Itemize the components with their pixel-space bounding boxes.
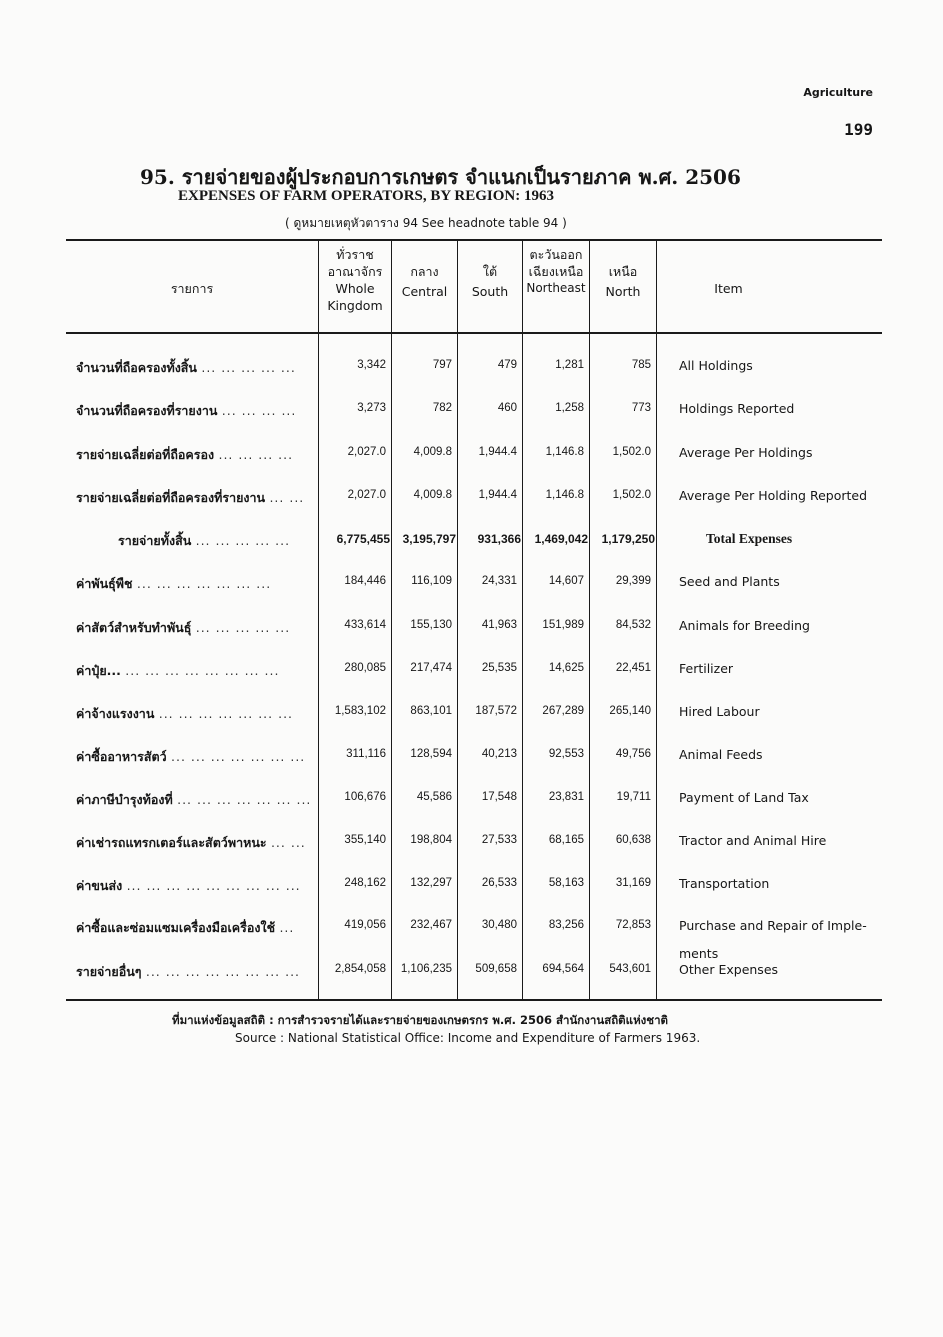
section-label: Agriculture	[803, 86, 873, 99]
value-cell: 1,179,250	[601, 532, 655, 546]
leader-dots: ... ...	[270, 835, 306, 850]
value-cell: 280,085	[344, 662, 386, 674]
row-label-text: ค่าพันธุ์พืช	[76, 576, 133, 591]
value-cell: 31,169	[615, 877, 651, 889]
value-cell: 132,297	[410, 877, 452, 889]
header-english: Central	[401, 284, 448, 299]
row-label-english: Other Expenses	[679, 962, 779, 977]
leader-dots: ... ... ... ... ... ... ...	[158, 706, 294, 721]
leader-dots: ... ... ... ...	[218, 447, 294, 462]
value-cell: 3,273	[357, 402, 386, 414]
leader-dots: ... ... ... ... ...	[195, 533, 291, 548]
row-label-text: ค่าซื้ออาหารสัตว์	[76, 749, 167, 764]
header-north	[590, 263, 656, 300]
value-cell: 1,944.4	[478, 446, 517, 458]
value-cell: 84,532	[615, 619, 651, 631]
row-label-english: Seed and Plants	[679, 574, 780, 589]
row-label-text: จำนวนที่ถือครองทั้งสิ้น	[76, 360, 197, 375]
row-label-text: ค่าเช่ารถแทรกเตอร์และสัตว์พาหนะ	[76, 835, 267, 850]
value-cell: 267,289	[542, 705, 584, 717]
table-header-rule	[66, 332, 882, 334]
value-cell: 30,480	[481, 919, 517, 931]
row-label-text: ค่าขนส่ง	[76, 878, 123, 893]
table-title-thai: 95. รายจ่ายของผู้ประกอบการเกษตร จำแนกเป็นรายภาค พ.ศ. 2506	[140, 165, 741, 189]
value-cell: 24,331	[481, 575, 517, 587]
value-cell: 198,804	[410, 834, 452, 846]
row-label-text: ค่าสัตว์สำหรับทำพันธุ์	[76, 620, 192, 635]
leader-dots: ... ... ... ... ... ... ...	[136, 576, 272, 591]
value-cell: 355,140	[344, 834, 386, 846]
column-divider	[656, 241, 657, 999]
value-cell: 863,101	[410, 705, 452, 717]
header-whole-kingdom	[319, 246, 391, 314]
value-cell: 773	[631, 402, 651, 414]
leader-dots: ... ... ... ... ... ... ...	[171, 749, 306, 764]
leader-dots: ... ... ... ... ... ... ... ...	[125, 663, 280, 678]
value-cell: 60,638	[615, 834, 651, 846]
row-label-text: ค่าปุ๋ย...	[76, 663, 121, 678]
value-cell: 27,533	[481, 834, 517, 846]
row-label-thai	[76, 747, 312, 767]
value-cell: 1,146.8	[545, 446, 584, 458]
value-cell: 19,711	[616, 791, 651, 803]
value-cell: 41,963	[481, 619, 517, 631]
value-cell: 23,831	[548, 791, 584, 803]
value-cell: 22,451	[615, 662, 651, 674]
value-cell: 6,775,455	[336, 532, 390, 546]
value-cell: 2,027.0	[347, 489, 386, 501]
value-cell: 1,106,235	[400, 963, 452, 975]
value-cell: 187,572	[475, 705, 517, 717]
value-cell: 217,474	[410, 662, 452, 674]
value-cell: 785	[631, 359, 651, 371]
value-cell: 311,116	[346, 748, 386, 760]
value-cell: 4,009.8	[413, 446, 452, 458]
value-cell: 1,502.0	[612, 489, 651, 501]
value-cell: 58,163	[548, 877, 584, 889]
header-english: South	[471, 284, 509, 299]
row-label-english: Fertilizer	[679, 661, 734, 676]
value-cell: 248,162	[344, 877, 386, 889]
row-label-english: Average Per Holding Reported	[679, 488, 868, 503]
row-label-thai	[76, 445, 312, 465]
leader-dots: ...	[279, 920, 295, 935]
source-english: Source : National Statistical Office: Income and Expenditure of Farmers 1963.	[235, 1031, 701, 1045]
row-label-english: Tractor and Animal Hire	[679, 833, 827, 848]
row-label-english: Animals for Breeding	[679, 618, 810, 633]
row-label-thai	[76, 876, 312, 896]
row-label-thai	[76, 618, 312, 638]
row-label-english: Payment of Land Tax	[679, 790, 809, 805]
value-cell: 1,281	[555, 359, 584, 371]
value-cell: 2,027.0	[347, 446, 386, 458]
value-cell: 49,756	[615, 748, 651, 760]
value-cell: 3,342	[357, 359, 386, 371]
table-top-rule	[66, 239, 882, 241]
value-cell: 29,399	[615, 575, 651, 587]
value-cell: 232,467	[410, 919, 452, 931]
value-cell: 931,366	[477, 532, 521, 546]
row-label-thai	[76, 918, 312, 938]
row-label-thai	[76, 790, 312, 810]
value-cell: 509,658	[475, 963, 517, 975]
header-english: North	[605, 284, 641, 299]
value-cell: 116,109	[411, 575, 452, 587]
row-label-thai	[76, 574, 312, 594]
row-label-thai	[76, 704, 312, 724]
header-thai: กลาง	[410, 264, 439, 279]
header-item-thai: รายการ	[170, 281, 214, 296]
leader-dots: ... ... ... ...	[221, 403, 297, 418]
value-cell: 4,009.8	[413, 489, 452, 501]
value-cell: 83,256	[548, 919, 584, 931]
table-bottom-rule	[66, 999, 882, 1001]
value-cell: 1,944.4	[478, 489, 517, 501]
row-label-text: รายจ่ายเฉลี่ยต่อที่ถือครอง	[76, 447, 215, 462]
value-cell: 265,140	[609, 705, 651, 717]
headnote: ( ดูหมายเหตุหัวตาราง 94 See headnote table 94 )	[285, 216, 567, 230]
header-northeast	[523, 246, 589, 297]
row-label-thai	[76, 358, 312, 378]
header-english: Northeast	[526, 281, 586, 295]
value-cell: 25,535	[481, 662, 517, 674]
value-cell: 543,601	[609, 963, 651, 975]
row-label-english: All Holdings	[679, 358, 753, 373]
value-cell: 460	[497, 402, 517, 414]
value-cell: 106,676	[344, 791, 386, 803]
leader-dots: ... ... ... ... ... ... ... ...	[145, 964, 301, 979]
row-label-english: Total Expenses	[706, 531, 793, 546]
header-item-english: Item	[714, 281, 743, 296]
leader-dots: ... ... ... ... ... ... ...	[177, 792, 312, 807]
value-cell: 433,614	[344, 619, 386, 631]
value-cell: 782	[432, 402, 452, 414]
leader-dots: ... ... ... ... ...	[201, 360, 296, 375]
value-cell: 155,130	[410, 619, 452, 631]
value-cell: 92,553	[548, 748, 584, 760]
value-cell: 694,564	[542, 963, 584, 975]
row-label-english: Transportation	[679, 876, 770, 891]
leader-dots: ... ... ... ... ... ... ... ... ...	[126, 878, 301, 893]
header-central	[392, 263, 457, 300]
value-cell: 26,533	[481, 877, 517, 889]
value-cell: 68,165	[548, 834, 584, 846]
value-cell: 1,258	[555, 402, 584, 414]
row-label-text: ค่าภาษีบำรุงท้องที่	[76, 792, 173, 807]
value-cell: 1,146.8	[545, 489, 584, 501]
header-south	[458, 263, 522, 300]
leader-dots: ... ... ... ... ...	[195, 620, 291, 635]
row-label-thai	[76, 401, 312, 421]
header-thai: เหนือ	[608, 264, 638, 279]
value-cell: 40,213	[481, 748, 517, 760]
value-cell: 17,548	[481, 791, 517, 803]
row-label-english: Purchase and Repair of Imple- ments	[679, 918, 867, 961]
table-title-english: EXPENSES OF FARM OPERATORS, BY REGION: 1963	[178, 188, 555, 204]
value-cell: 1,583,102	[334, 705, 386, 717]
value-cell: 1,469,042	[534, 532, 588, 546]
header-thai: ตะวันออก เฉียงเหนือ	[528, 247, 584, 279]
value-cell: 184,446	[344, 575, 386, 587]
value-cell: 128,594	[410, 748, 452, 760]
row-label-thai	[76, 488, 312, 508]
leader-dots: ... ...	[269, 490, 305, 505]
value-cell: 419,056	[344, 919, 386, 931]
row-label-text: รายจ่ายอื่นๆ	[76, 964, 142, 979]
value-cell: 14,607	[548, 575, 584, 587]
row-label-text: ค่าจ้างแรงงาน	[76, 706, 155, 721]
value-cell: 797	[432, 359, 452, 371]
row-label-english: Animal Feeds	[679, 747, 763, 762]
header-english: Whole Kingdom	[327, 281, 383, 313]
value-cell: 3,195,797	[402, 532, 456, 546]
value-cell: 72,853	[615, 919, 651, 931]
value-cell: 151,989	[542, 619, 584, 631]
row-label-english: Holdings Reported	[679, 401, 795, 416]
value-cell: 2,854,058	[334, 963, 386, 975]
row-label-text: จำนวนที่ถือครองที่รายงาน	[76, 403, 218, 418]
value-cell: 45,586	[416, 791, 452, 803]
row-label-english: Average Per Holdings	[679, 445, 813, 460]
row-label-english: Hired Labour	[679, 704, 760, 719]
page-number: 199	[844, 120, 873, 139]
row-label-text: รายจ่ายเฉลี่ยต่อที่ถือครองที่รายงาน	[76, 490, 266, 505]
value-cell: 1,502.0	[612, 446, 651, 458]
row-label-thai	[76, 661, 312, 681]
row-label-text: ค่าซื้อและซ่อมแซมเครื่องมือเครื่องใช้	[76, 920, 276, 935]
row-label-thai	[76, 962, 312, 982]
value-cell: 479	[497, 359, 517, 371]
header-thai: ใต้	[482, 264, 498, 279]
row-label-thai	[76, 833, 312, 853]
row-label-text: รายจ่ายทั้งสิ้น	[118, 533, 192, 548]
header-thai: ทั่วราช อาณาจักร	[327, 247, 383, 279]
source-thai: ที่มาแห่งข้อมูลสถิติ : การสำรวจรายได้และรายจ่ายของเกษตรกร พ.ศ. 2506 สำนักงานสถิติแห่งชาติ	[172, 1013, 668, 1027]
value-cell: 14,625	[548, 662, 584, 674]
